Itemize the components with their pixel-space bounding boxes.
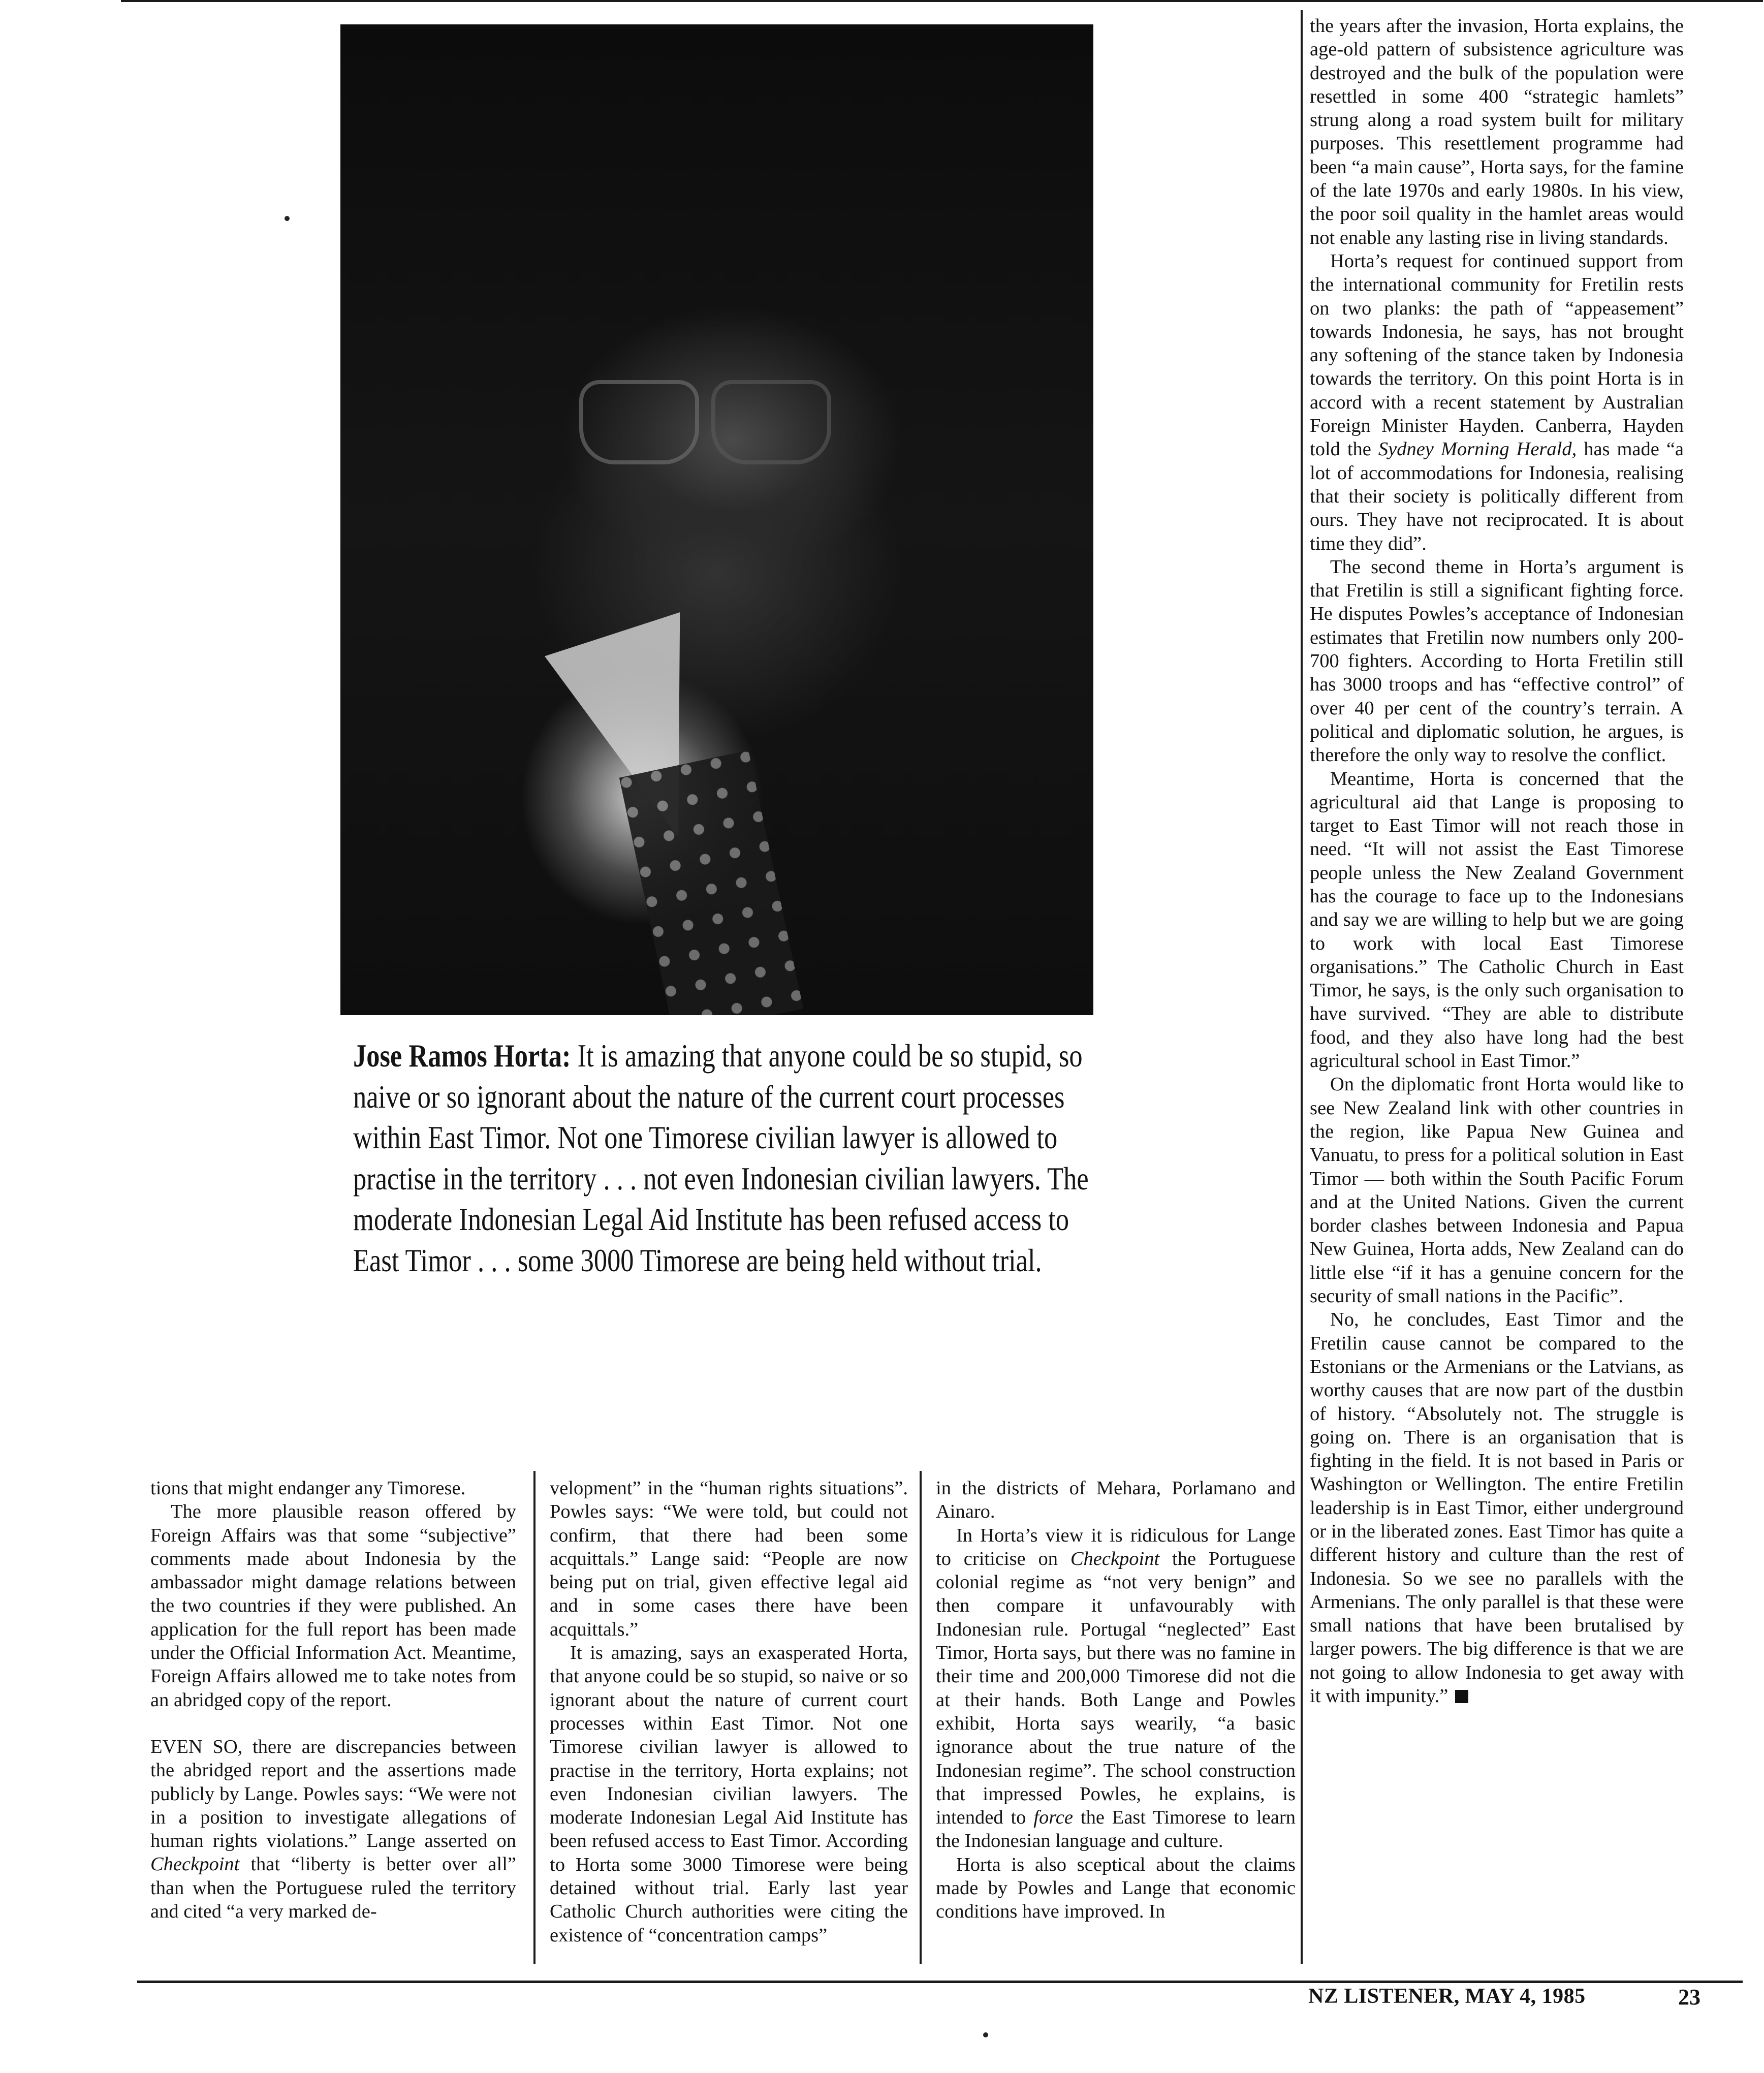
paragraph: [1310, 1308, 1684, 1708]
page-number: 23: [1678, 1985, 1700, 2009]
paragraph: The more plausible reason offered by Foreign Affairs was that some “subjective” comments made about Indonesia by the ambassador might damage relations between the two countries if they were published. An application for the full report has been made under the Official Information Act. Meantime, Foreign Affairs allowed me to take notes from an abridged copy of the report.: [150, 1501, 516, 1711]
article-column-4: [1310, 14, 1684, 1708]
column-rule: [1301, 10, 1303, 1964]
paragraph: The second theme in Horta’s argument is that Fretilin is still a significant fighting force. He disputes Powles’s acceptance of Indonesian estimates that Fretilin now numbers only 200-700 fighters. According to Horta Fretilin still has 3000 troops and has “effective control” of over 40 per cent of the country’s terrain. A political and diplomatic solution, he argues, is therefore the only way to resolve the conflict.: [1310, 556, 1684, 766]
emphasis: force: [1033, 1807, 1073, 1829]
text-run: EVEN SO, there are discrepancies between the abridged report and the assertions made publicly by Lange. Powles says: “We were not in a position to investigate allegations of human rights violations.” Lange asserted on: [150, 1736, 516, 1852]
program-name: Checkpoint: [1070, 1548, 1160, 1569]
paragraph: the years after the invasion, Horta explains, the age-old pattern of subsistence agriculture was destroyed and the bulk of the population were resettled in some 400 “strategic hamlets” strung along a road system built for military purposes. This resettlement programme had been “a main cause”, Horta says, for the famine of the late 1970s and early 1980s. In his view, the poor soil quality in the hamlet areas would not enable any lasting rise in living standards.: [1310, 15, 1684, 248]
paragraph: [1310, 249, 1684, 555]
caption-name: Jose Ramos Horta:: [353, 1038, 571, 1074]
article-column-3: [936, 1477, 1296, 1924]
article-column-2: [550, 1477, 908, 1947]
glasses-left-lens: [579, 380, 699, 464]
portrait-photo: [340, 24, 1093, 1015]
paragraph: On the diplomatic front Horta would like to see New Zealand link with other countries in the region, like Papua New Guinea and Vanuatu, to press for a political solution in East Timor — both within the South Pacific Forum and at the United Nations. Given the current border clashes between Indonesia and Papua New Guinea, Horta adds, New Zealand can do little else “if it has a genuine concern for the security of small nations in the Pacific”.: [1310, 1074, 1684, 1307]
paragraph: tions that might endanger any Timorese.: [150, 1478, 466, 1499]
print-speck: [285, 216, 290, 221]
caption-text: It is amazing that anyone could be so stupid, so naive or so ignorant about the nature of the current court processes within East Timor. Not one Timorese civilian lawyer is allowed to practise in the territory . . . not even Indonesian civilian lawyers. The moderate Indonesian Legal Aid Institute has been refused access to East Timor . . . some 3000 Timorese are being held without trial.: [353, 1038, 1089, 1278]
paragraph: [150, 1735, 516, 1923]
text-run: has made “a lot of accommodations for Indonesia, realising that their society is politically different from ours. They have not reciprocated. It is about time they did”.: [1310, 438, 1684, 554]
paragraph: [936, 1524, 1296, 1853]
end-of-article-mark: [1455, 1690, 1468, 1703]
photo-caption: [353, 1035, 1105, 1281]
text-run: the East Timorese to learn the Indonesian language and culture.: [936, 1807, 1296, 1852]
paragraph: It is amazing, says an exasperated Horta, that anyone could be so stupid, so naive or so ignorant about the nature of current court processes within East Timor. Not one Timorese civilian lawyer is allowed to practise in the territory, Horta explains; not even Indonesian civilian lawyers. The moderate Indonesian Legal Aid Institute has been refused access to East Timor. According to Horta some 3000 Timorese were being detained without trial. Early last year Catholic Church authorities were citing the existence of “concentration camps”: [550, 1642, 908, 1946]
text-run: Horta’s request for continued support from the international community for Fretilin rests on two planks: the path of “appeasement” towards Indonesia, he says, has not brought any softening of the stance taken by Indonesia towards the territory. On this point Horta is in accord with a recent statement by Australian Foreign Minister Hayden. Canberra, Hayden told the: [1310, 250, 1684, 460]
patterned-tie: [619, 750, 803, 1015]
program-name: Checkpoint: [150, 1854, 240, 1875]
paragraph: velopment” in the “human rights situations”. Powles says: “We were told, but could not confirm, that there had been some acquittals.” Lange said: “People are now being put on trial, given effective legal aid and in some cases there have been acquittals.”: [550, 1478, 908, 1640]
text-run: the Portuguese colonial regime as “not very benign” and then compare it unfavourably with Indonesian rule. Portugal “neglected” East Timor, Horta says, but there was no famine in their time and 200,000 Timorese did not die at their hands. Both Lange and Powles exhibit, Horta says wearily, “a basic ignorance about the true nature of the Indonesian regime”. The school construction that impressed Powles, he explains, is intended to: [936, 1548, 1296, 1829]
glasses-right-lens: [711, 380, 831, 464]
newspaper-name: Sydney Morning Herald,: [1378, 438, 1577, 460]
article-column-1: [150, 1477, 516, 1923]
column-rule: [920, 1471, 922, 1964]
text-run: No, he concludes, East Timor and the Fretilin cause cannot be compared to the Estonians or the Armenians or the Latvians, as worthy causes that are now part of the dustbin of history. “Absolutely not. The struggle is going on. There is an organisation that is fighting in the field. It is not based in Paris or Washington or Wellington. The entire Fretilin leadership is in East Timor, either underground or in the liberated zones. East Timor has quite a different history and culture than the rest of Indonesia. So we see no parallels with the Armenians. The only parallel is that these were small nations that have been brutalised by larger powers. The big difference is that we are not going to allow Indonesia to get away with it with impunity.”: [1310, 1309, 1684, 1707]
column-rule: [533, 1471, 536, 1964]
publication-footer: NZ LISTENER, MAY 4, 1985: [1308, 1985, 1586, 2008]
print-speck: [983, 2032, 988, 2037]
paragraph: Meantime, Horta is concerned that the agricultural aid that Lange is proposing to target to East Timor will not reach those in need. “It will not assist the East Timorese people unless the New Zealand Government has the courage to face up to the Indonesians and say we are willing to help but we are going to work with local East Timorese organisations.” The Catholic Church in East Timor, he says, is the only such organisation to have survived. “They are able to distribute food, and they also have long had the best agricultural school in East Timor.”: [1310, 768, 1684, 1072]
bottom-rule: [137, 1981, 1743, 1983]
top-rule: [121, 0, 1763, 2]
text-run: In Horta’s view it is ridiculous for Lange to criticise on: [936, 1524, 1296, 1569]
text-run: that “liberty is better over all” than when the Portuguese ruled the territory and cited “a very marked de-: [150, 1854, 516, 1923]
paragraph: Horta is also sceptical about the claims made by Powles and Lange that economic conditions have improved. In: [936, 1854, 1296, 1923]
paragraph: in the districts of Mehara, Porlamano and Ainaro.: [936, 1478, 1296, 1523]
